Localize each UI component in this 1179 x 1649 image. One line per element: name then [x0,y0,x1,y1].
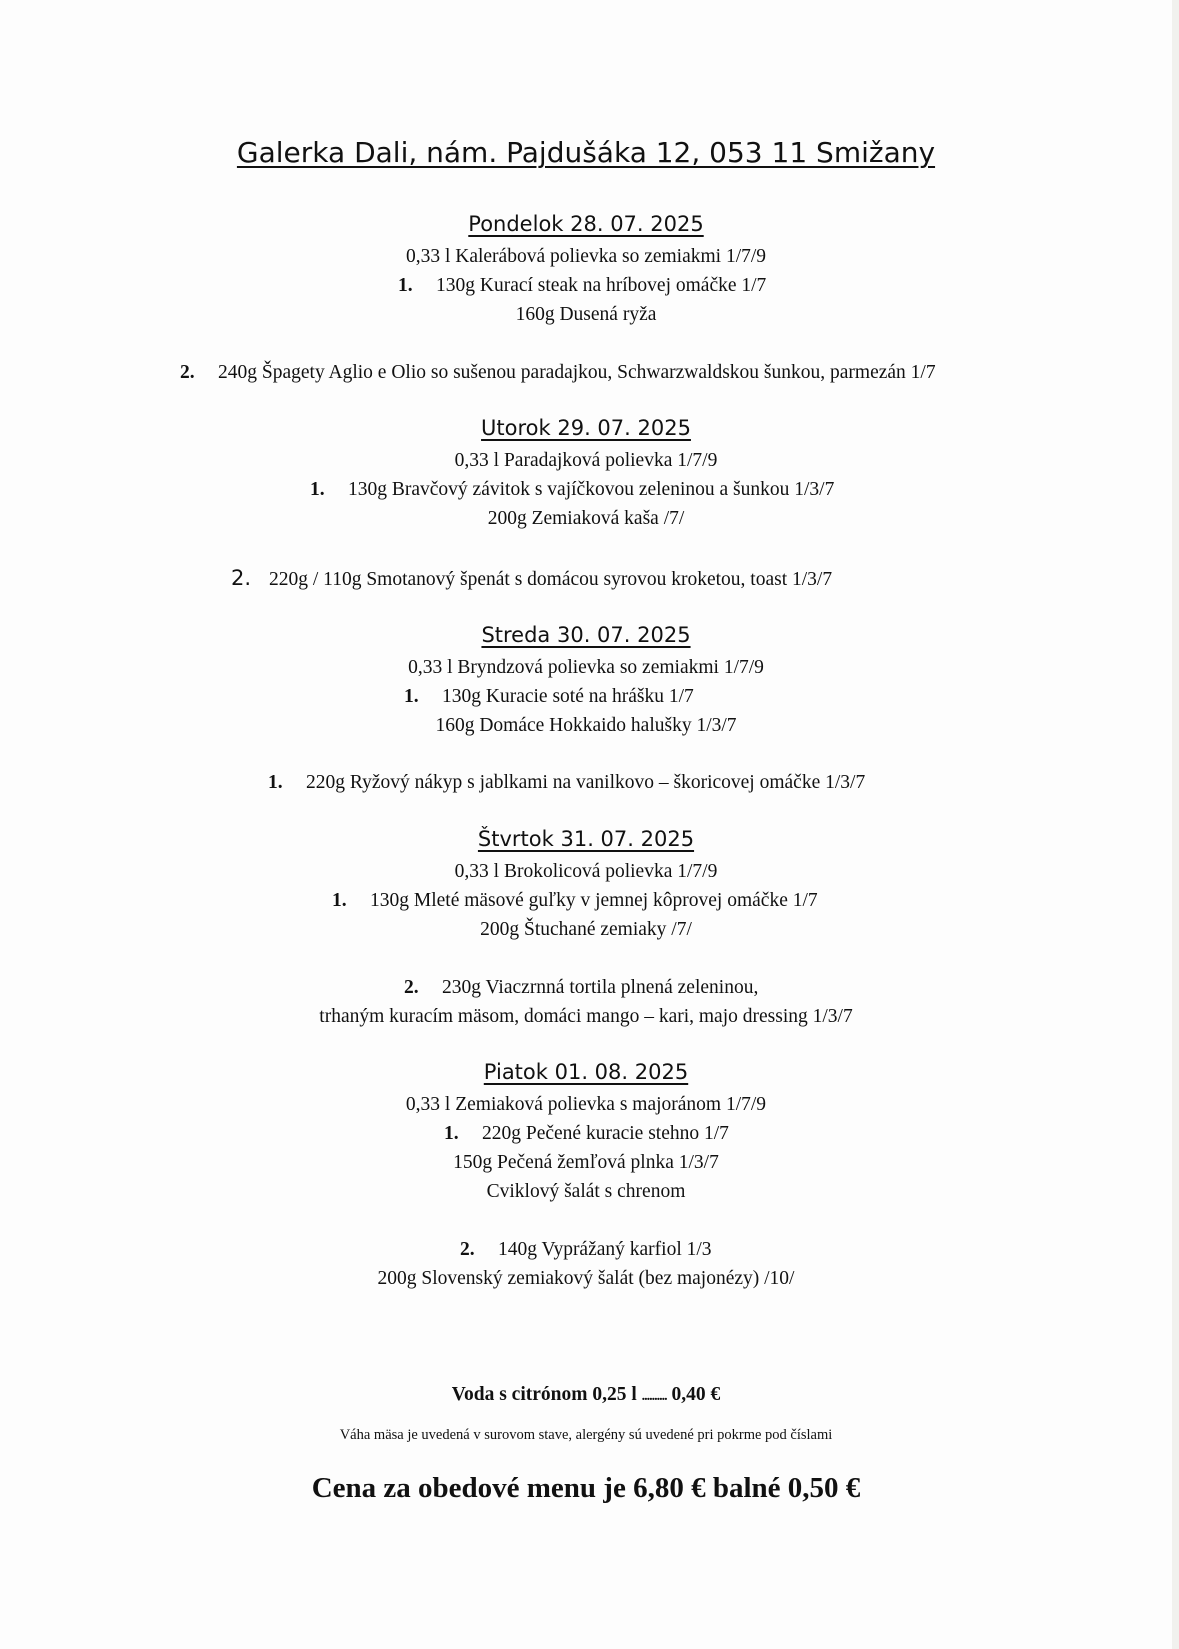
soup-thursday: 0,33 l Brokolicová polievka 1/7/9 [454,861,718,882]
menu1-side-tuesday: 200g Zemiaková kaša /7/ [487,508,685,529]
day-heading-monday: Pondelok 28. 07. 2025 [468,212,704,236]
page-edge [1172,0,1179,1649]
menu-number: 2. [180,362,195,383]
menu-number: 2. [460,1239,475,1260]
menu1-wednesday [404,686,694,708]
menu-main: 130g Kuracie soté na hrášku 1/7 [442,686,694,707]
menu2-thursday [404,977,758,999]
day-heading-wednesday: Streda 30. 07. 2025 [481,623,691,647]
menu1-side-thursday: 200g Štuchané zemiaky /7/ [480,919,692,940]
soup-monday: 0,33 l Kalerábová polievka so zemiakmi 1/7/9 [405,246,767,267]
menu-number: 2. [231,566,252,590]
day-heading-tuesday: Utorok 29. 07. 2025 [481,416,691,440]
menu-main: 220g Pečené kuracie stehno 1/7 [482,1123,729,1144]
menu2-cont-thursday: trhaným kuracím mäsom, domáci mango – kari, majo dressing 1/3/7 [319,1006,853,1027]
soup-friday: 0,33 l Zemiaková polievka s majoránom 1/7/9 [405,1094,767,1115]
menu-main: 220g Ryžový nákyp s jablkami na vanilkovo – škoricovej omáčke 1/3/7 [306,772,866,793]
drink-line [0,1384,1172,1406]
menu-price: Cena za obedové menu je 6,80 € balné 0,50 € [311,1472,861,1504]
menu1-friday [444,1123,729,1145]
day-heading-thursday: Štvrtok 31. 07. 2025 [477,827,695,851]
menu-main: 140g Vyprážaný karfiol 1/3 [498,1239,712,1260]
menu1-side-friday: 150g Pečená žemľová plnka 1/3/7 [453,1152,719,1173]
menu1-side2-friday: Cviklový šalát s chrenom [486,1181,686,1202]
day-heading-friday: Piatok 01. 08. 2025 [483,1060,689,1084]
soup-tuesday: 0,33 l Paradajková polievka 1/7/9 [454,450,718,471]
menu-main: 240g Špagety Aglio e Olio so sušenou paradajkou, Schwarzwaldskou šunkou, parmezán 1/7 [218,362,936,383]
menu1-tuesday [310,479,834,501]
allergen-note: Váha mäsa je uvedená v surovom stave, alergény sú uvedené pri pokrme pod číslami [339,1427,833,1443]
soup-wednesday: 0,33 l Bryndzová polievka so zemiakmi 1/7/9 [408,657,764,678]
menu-number: 1. [310,479,325,500]
drink-price: 0,40 € [671,1384,721,1405]
menu2-cont-friday: 200g Slovenský zemiakový šalát (bez majonézy) /10/ [377,1268,795,1289]
menu-number: 1. [332,890,347,911]
menu-main: 130g Kurací steak na hríbovej omáčke 1/7 [436,275,767,296]
menu-main: 130g Bravčový závitok s vajíčkovou zeleninou a šunkou 1/3/7 [348,479,835,500]
menu-number: 1. [398,275,413,296]
menu-main: 230g Viaczrnná tortila plnená zeleninou, [442,977,759,998]
menu1-side-wednesday: 160g Domáce Hokkaido halušky 1/3/7 [435,715,737,736]
menu2-wednesday [268,772,865,794]
menu-number: 1. [268,772,283,793]
drink-label: Voda s citrónom 0,25 l [451,1384,637,1405]
menu-main: 220g / 110g Smotanový špenát s domácou syrovou kroketou, toast 1/3/7 [269,569,833,590]
menu1-monday [398,275,766,297]
menu-number: 1. [444,1123,459,1144]
menu1-side-monday: 160g Dusená ryža [515,304,657,325]
menu-number: 2. [404,977,419,998]
menu1-thursday [332,890,818,912]
menu-number: 1. [404,686,419,707]
menu2-friday [460,1239,712,1261]
page-title: Galerka Dali, nám. Pajdušáka 12, 053 11 Smižany [236,136,936,169]
menu-main: 130g Mleté mäsové guľky v jemnej kôprovej omáčke 1/7 [370,890,818,911]
menu2-monday [180,362,936,384]
menu2-tuesday [231,566,832,591]
drink-dots: .......... [641,1389,667,1404]
